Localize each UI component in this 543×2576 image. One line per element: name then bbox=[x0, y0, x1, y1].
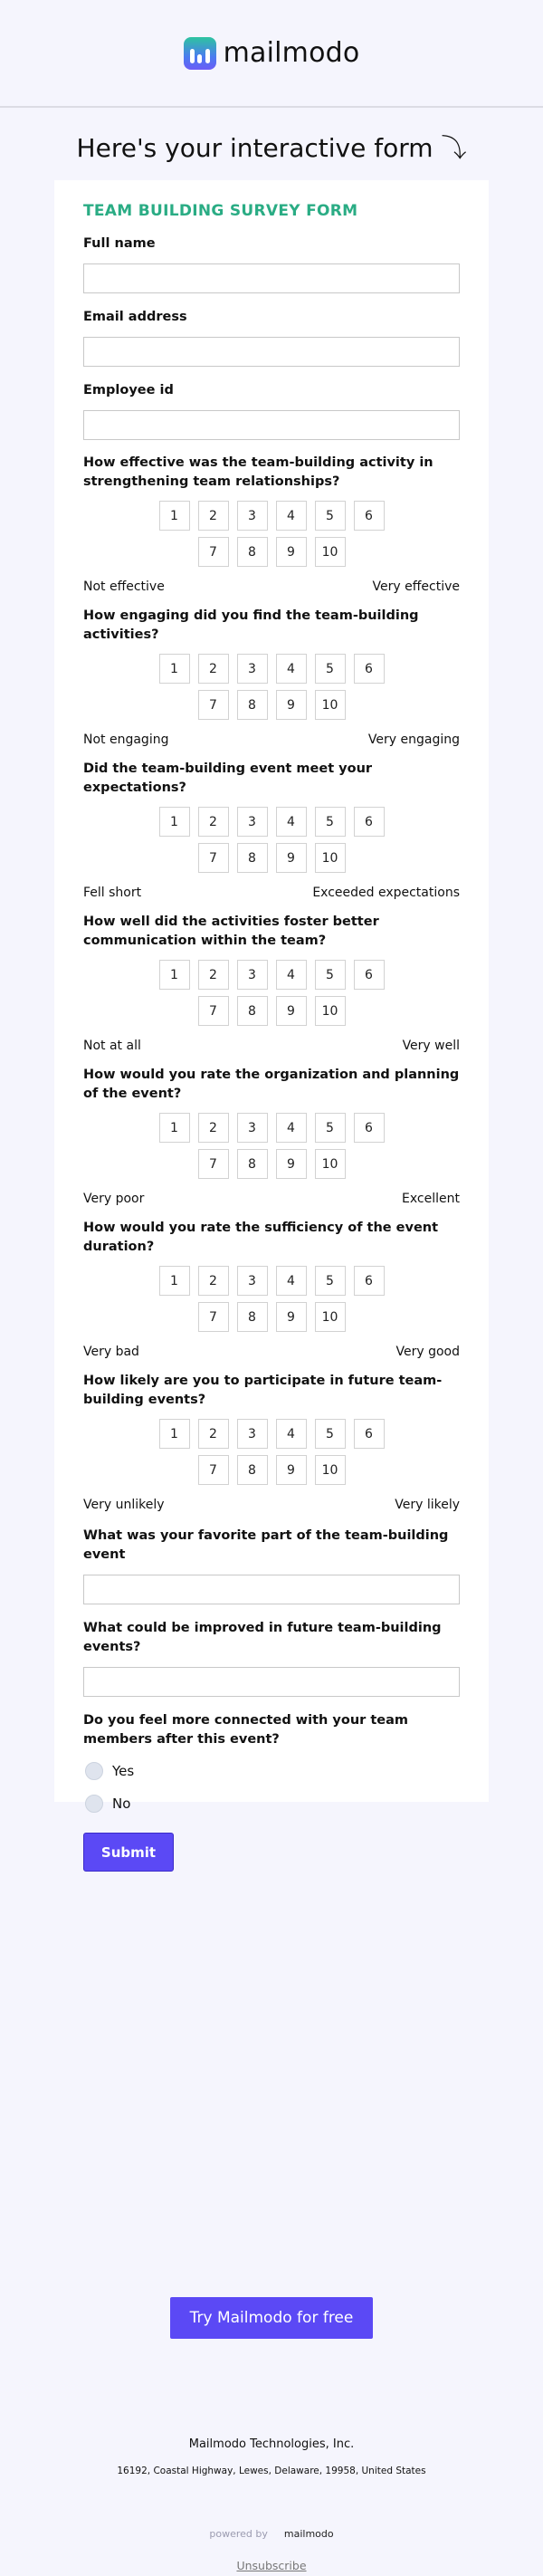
scale-low-label: Fell short bbox=[83, 886, 142, 900]
rating-option[interactable]: 7 bbox=[198, 537, 229, 567]
rating-option[interactable]: 8 bbox=[237, 690, 268, 720]
rating-option[interactable]: 2 bbox=[198, 960, 229, 990]
scale-high-label: Very good bbox=[395, 1345, 460, 1359]
full-name-label: Full name bbox=[83, 236, 156, 251]
rating-row bbox=[83, 537, 460, 567]
rating-option[interactable]: 4 bbox=[276, 1113, 307, 1143]
rating-option[interactable]: 1 bbox=[159, 1266, 190, 1296]
rating-questions bbox=[83, 454, 460, 1512]
rating-option[interactable]: 4 bbox=[276, 654, 307, 684]
email-label: Email address bbox=[83, 310, 187, 324]
rating-row bbox=[83, 996, 460, 1026]
rating-row bbox=[83, 1113, 460, 1143]
scale-low-label: Not at all bbox=[83, 1039, 141, 1053]
scale-low-label: Not engaging bbox=[83, 733, 169, 747]
rating-option[interactable]: 9 bbox=[276, 1149, 307, 1179]
rating-option[interactable]: 3 bbox=[237, 1266, 268, 1296]
full-name-input[interactable] bbox=[83, 263, 460, 293]
rating-option[interactable]: 2 bbox=[198, 654, 229, 684]
rating-scale-labels bbox=[83, 886, 460, 900]
rating-question-label: How would you rate the sufficiency of the event duration? bbox=[83, 1221, 439, 1254]
rating-row bbox=[83, 1302, 460, 1332]
rating-option[interactable]: 3 bbox=[237, 654, 268, 684]
scale-high-label: Very well bbox=[402, 1039, 460, 1053]
rating-option[interactable]: 6 bbox=[354, 501, 385, 531]
rating-scale-labels bbox=[83, 1039, 460, 1053]
company-name: Mailmodo Technologies, Inc. bbox=[188, 2437, 355, 2451]
rating-option[interactable]: 7 bbox=[198, 1149, 229, 1179]
radio-yes-label: Yes bbox=[112, 1763, 135, 1779]
rating-option[interactable]: 8 bbox=[237, 843, 268, 873]
rating-option[interactable]: 10 bbox=[315, 1302, 346, 1332]
rating-scale bbox=[83, 501, 460, 567]
rating-row bbox=[83, 690, 460, 720]
rating-row bbox=[83, 1455, 460, 1485]
rating-scale-labels bbox=[83, 1345, 460, 1359]
rating-scale bbox=[83, 654, 460, 720]
rating-option[interactable]: 3 bbox=[237, 960, 268, 990]
rating-row bbox=[83, 654, 460, 684]
rating-row bbox=[83, 501, 460, 531]
scale-low-label: Very unlikely bbox=[83, 1498, 165, 1512]
rating-option[interactable]: 7 bbox=[198, 843, 229, 873]
rating-option[interactable]: 1 bbox=[159, 960, 190, 990]
radio-yes-circle[interactable] bbox=[85, 1762, 103, 1780]
scale-low-label: Not effective bbox=[83, 579, 165, 594]
brand-name: mailmodo bbox=[223, 37, 360, 69]
rating-option[interactable]: 10 bbox=[315, 537, 346, 567]
rating-scale-labels bbox=[83, 733, 460, 747]
rating-scale bbox=[83, 1113, 460, 1179]
rating-option[interactable]: 1 bbox=[159, 807, 190, 837]
rating-option[interactable]: 7 bbox=[198, 1302, 229, 1332]
rating-option[interactable]: 6 bbox=[354, 1113, 385, 1143]
rating-option[interactable]: 7 bbox=[198, 690, 229, 720]
rating-option[interactable]: 10 bbox=[315, 996, 346, 1026]
submit-button[interactable]: Submit bbox=[83, 1833, 174, 1872]
rating-option[interactable]: 5 bbox=[315, 807, 346, 837]
scale-low-label: Very bad bbox=[83, 1345, 139, 1359]
rating-row bbox=[83, 1149, 460, 1179]
header bbox=[0, 0, 543, 108]
improvement-label: What could be improved in future team-building events? bbox=[83, 1621, 442, 1654]
rating-option[interactable]: 5 bbox=[315, 1419, 346, 1449]
rating-question-label: How would you rate the organization and planning of the event? bbox=[83, 1068, 460, 1101]
powered-by-text: powered by bbox=[209, 2528, 268, 2540]
rating-row bbox=[83, 1419, 460, 1449]
rating-option[interactable]: 9 bbox=[276, 690, 307, 720]
email-input[interactable] bbox=[83, 337, 460, 367]
radio-no-circle[interactable] bbox=[85, 1795, 103, 1813]
rating-scale-labels bbox=[83, 1192, 460, 1206]
unsubscribe-link[interactable]: Unsubscribe bbox=[236, 2559, 307, 2572]
rating-option[interactable]: 7 bbox=[198, 1455, 229, 1485]
rating-question-label: How effective was the team-building activity in strengthening team relationships? bbox=[83, 455, 433, 489]
rating-option[interactable]: 5 bbox=[315, 960, 346, 990]
rating-option[interactable]: 10 bbox=[315, 1149, 346, 1179]
rating-option[interactable]: 6 bbox=[354, 654, 385, 684]
rating-option[interactable]: 5 bbox=[315, 501, 346, 531]
rating-option[interactable]: 6 bbox=[354, 1266, 385, 1296]
rating-option[interactable]: 8 bbox=[237, 537, 268, 567]
rating-option[interactable]: 1 bbox=[159, 501, 190, 531]
rating-scale bbox=[83, 960, 460, 1026]
rating-option[interactable]: 9 bbox=[276, 1302, 307, 1332]
rating-option[interactable]: 3 bbox=[237, 501, 268, 531]
rating-option[interactable]: 2 bbox=[198, 1113, 229, 1143]
page-title: Here's your interactive form ⤵ bbox=[76, 133, 467, 163]
rating-option[interactable]: 2 bbox=[198, 1419, 229, 1449]
rating-row bbox=[83, 843, 460, 873]
rating-option[interactable]: 5 bbox=[315, 1113, 346, 1143]
rating-option[interactable]: 3 bbox=[237, 1419, 268, 1449]
connected-label: Do you feel more connected with your team members after this event? bbox=[83, 1713, 409, 1747]
rating-option[interactable]: 9 bbox=[276, 1455, 307, 1485]
scale-high-label: Very effective bbox=[372, 579, 460, 594]
radio-option-no[interactable] bbox=[85, 1795, 460, 1813]
mailmodo-logo-icon bbox=[184, 37, 216, 70]
rating-question-label: Did the team-building event meet your expectations? bbox=[83, 761, 373, 795]
rating-option[interactable]: 1 bbox=[159, 654, 190, 684]
rating-option[interactable]: 10 bbox=[315, 690, 346, 720]
rating-option[interactable]: 9 bbox=[276, 537, 307, 567]
employee-id-label: Employee id bbox=[83, 383, 174, 397]
rating-row bbox=[83, 807, 460, 837]
rating-option[interactable]: 2 bbox=[198, 807, 229, 837]
rating-scale bbox=[83, 807, 460, 873]
rating-option[interactable]: 8 bbox=[237, 1455, 268, 1485]
rating-scale-labels bbox=[83, 1498, 460, 1512]
rating-option[interactable]: 10 bbox=[315, 1455, 346, 1485]
rating-option[interactable]: 6 bbox=[354, 1419, 385, 1449]
rating-option[interactable]: 2 bbox=[198, 501, 229, 531]
rating-option[interactable]: 9 bbox=[276, 843, 307, 873]
rating-option[interactable]: 6 bbox=[354, 807, 385, 837]
favorite-part-label: What was your favorite part of the team-building event bbox=[83, 1528, 449, 1562]
rating-row bbox=[83, 960, 460, 990]
rating-row bbox=[83, 1266, 460, 1296]
scale-high-label: Very engaging bbox=[367, 733, 460, 747]
scale-low-label: Very poor bbox=[83, 1192, 145, 1206]
rating-option[interactable]: 1 bbox=[159, 1113, 190, 1143]
rating-option[interactable]: 6 bbox=[354, 960, 385, 990]
rating-option[interactable]: 8 bbox=[237, 996, 268, 1026]
form-card bbox=[54, 180, 489, 1861]
rating-option[interactable]: 8 bbox=[237, 1302, 268, 1332]
powered-by bbox=[0, 2528, 543, 2540]
rating-option[interactable]: 8 bbox=[237, 1149, 268, 1179]
rating-question-label: How well did the activities foster better communication within the team? bbox=[83, 915, 379, 948]
rating-scale bbox=[83, 1266, 460, 1332]
form-title: TEAM BUILDING SURVEY FORM bbox=[83, 202, 358, 220]
rating-option[interactable]: 3 bbox=[237, 807, 268, 837]
rating-option[interactable]: 10 bbox=[315, 843, 346, 873]
scale-high-label: Very likely bbox=[395, 1498, 460, 1512]
rating-option[interactable]: 4 bbox=[276, 960, 307, 990]
radio-option-yes[interactable] bbox=[85, 1762, 460, 1780]
rating-option[interactable]: 4 bbox=[276, 501, 307, 531]
powered-by-brand[interactable]: mailmodo bbox=[283, 2528, 334, 2540]
rating-option[interactable]: 2 bbox=[198, 1266, 229, 1296]
rating-option[interactable]: 3 bbox=[237, 1113, 268, 1143]
rating-option[interactable]: 5 bbox=[315, 1266, 346, 1296]
rating-option[interactable]: 4 bbox=[276, 807, 307, 837]
rating-scale-labels bbox=[83, 579, 460, 594]
rating-question-label: How likely are you to participate in future team-building events? bbox=[83, 1374, 443, 1407]
company-address: 16192, Coastal Highway, Lewes, Delaware, 19958, United States bbox=[117, 2466, 426, 2476]
rating-option[interactable]: 5 bbox=[315, 654, 346, 684]
scale-high-label: Excellent bbox=[402, 1192, 460, 1206]
rating-question-label: How engaging did you find the team-building activities? bbox=[83, 608, 419, 642]
improvement-input[interactable] bbox=[83, 1667, 460, 1697]
favorite-part-input[interactable] bbox=[83, 1575, 460, 1604]
try-mailmodo-button[interactable]: Try Mailmodo for free bbox=[170, 2297, 373, 2339]
rating-option[interactable]: 9 bbox=[276, 996, 307, 1026]
rating-scale bbox=[83, 1419, 460, 1485]
employee-id-input[interactable] bbox=[83, 410, 460, 440]
rating-option[interactable]: 1 bbox=[159, 1419, 190, 1449]
radio-no-label: No bbox=[112, 1796, 131, 1812]
rating-option[interactable]: 4 bbox=[276, 1419, 307, 1449]
rating-option[interactable]: 4 bbox=[276, 1266, 307, 1296]
scale-high-label: Exceeded expectations bbox=[312, 886, 460, 900]
rating-option[interactable]: 7 bbox=[198, 996, 229, 1026]
